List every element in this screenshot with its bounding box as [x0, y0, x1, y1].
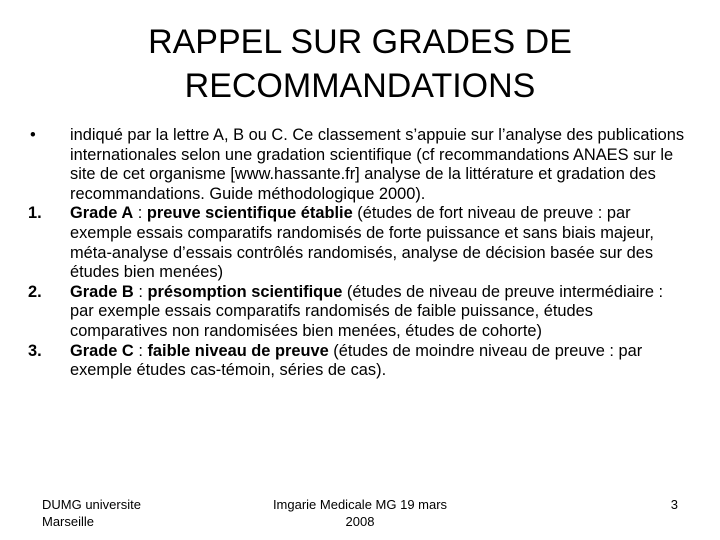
slide-title-line2: RECOMMANDATIONS	[184, 67, 536, 105]
grade-number: 2.	[28, 282, 42, 301]
grade-detail: (études de fort niveau de preuve : par exemple essais comparatifs randomisés de forte puissance et sans biais majeur, méta-analyse d’essais contrôlés randomisés, analyse de décision basée sur des études bien menées)	[70, 204, 654, 282]
bullet-icon: •	[30, 126, 36, 144]
grade-label: Grade C	[70, 341, 134, 360]
grade-label: Grade B	[70, 282, 134, 301]
grade-detail: (études de moindre niveau de preuve : par exemple études cas-témoin, séries de cas).	[70, 341, 643, 380]
grade-separator: :	[133, 204, 147, 223]
grade-separator: :	[133, 282, 148, 301]
grade-detail: (études de niveau de preuve intermédiaire : par exemple essais comparatifs randomisés de faible puissance, études comparatives non randomisées bien menées, études de cohorte)	[70, 282, 664, 340]
slide-title	[60, 20, 660, 108]
footer-left	[42, 496, 192, 530]
grade-strength: présomption scientifique	[147, 282, 343, 301]
slide-title-line1: RAPPEL SUR GRADES DE	[148, 23, 572, 61]
page-number: 3	[670, 497, 678, 512]
grade-separator: :	[133, 341, 148, 360]
intro-text: indiqué par la lettre A, B ou C. Ce classement s’appuie sur l’analyse des publications internationales selon une gradation scientifique (cf recommandations ANAES sur le site de cet organisme [www.hassante.fr] analyse de la littérature et gradation des recommandations. Guide méthodologique 2000).	[70, 126, 685, 203]
grade-number: 3.	[28, 341, 42, 360]
footer-left-line1: DUMG universite	[42, 497, 141, 512]
grade-strength: preuve scientifique établie	[146, 204, 353, 223]
slide-content	[28, 126, 688, 381]
footer-left-line2: Marseille	[42, 514, 95, 529]
intro-bullet-item	[28, 126, 688, 204]
grade-item-a	[28, 204, 688, 282]
grade-strength: faible niveau de preuve	[147, 341, 329, 360]
grade-number: 1.	[28, 204, 42, 223]
footer-center-line1: Imgarie Medicale MG 19 mars	[272, 497, 448, 512]
footer-center-line2: 2008	[345, 514, 375, 529]
grade-item-b	[28, 283, 688, 342]
grade-item-c	[28, 342, 688, 381]
footer-center	[250, 496, 470, 530]
grade-label: Grade A	[70, 204, 134, 223]
